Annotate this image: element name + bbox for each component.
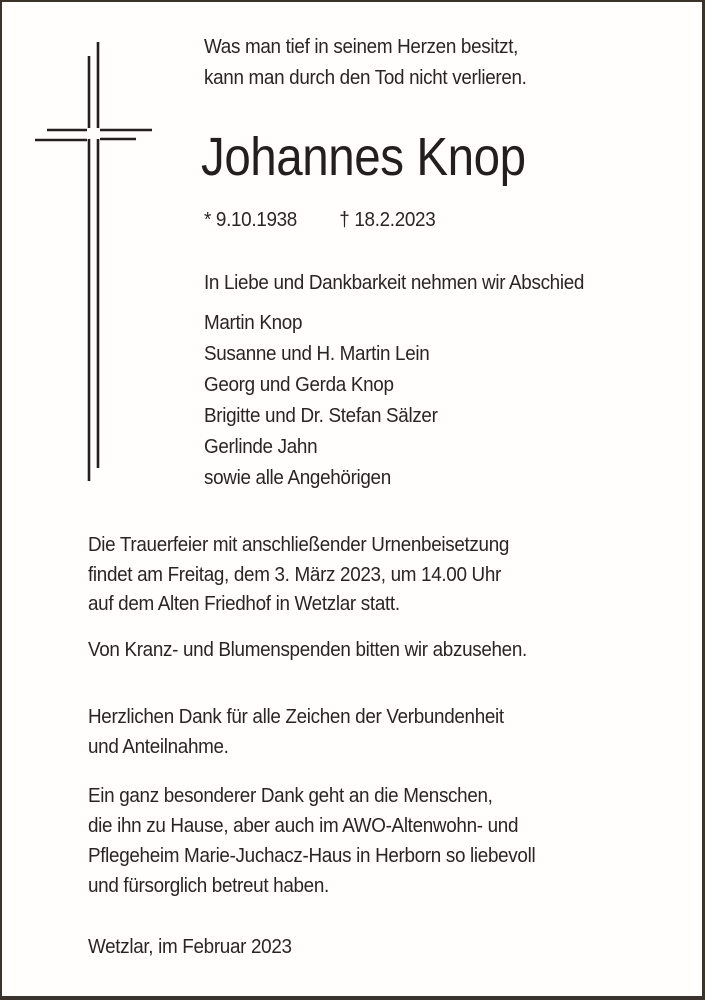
birth-date: * 9.10.1938 <box>204 208 297 231</box>
mourner: sowie alle Angehörigen <box>204 466 391 489</box>
cross-icon <box>32 40 157 485</box>
ceremony-line: Die Trauerfeier mit anschließender Urnenbeisetzung <box>88 533 510 556</box>
death-date: † 18.2.2023 <box>339 208 436 231</box>
ceremony-line: auf dem Alten Friedhof in Wetzlar statt. <box>88 592 400 615</box>
mourner: Brigitte und Dr. Stefan Sälzer <box>204 404 438 427</box>
life-dates <box>204 205 435 234</box>
mourner: Martin Knop <box>204 311 303 334</box>
deceased-name: Johannes Knop <box>201 127 526 187</box>
thanks-line: und Anteilnahme. <box>88 735 229 758</box>
mourner: Gerlinde Jahn <box>204 435 318 458</box>
special-thanks-line: die ihn zu Hause, aber auch im AWO-Altenwohn- und <box>88 814 519 837</box>
motto <box>204 32 527 94</box>
mourners-list <box>204 308 438 494</box>
mourner: Susanne und H. Martin Lein <box>204 342 430 365</box>
motto-line: Was man tief in seinem Herzen besitzt, <box>204 35 519 58</box>
special-thanks-line: Ein ganz besonderer Dank geht an die Menschen, <box>88 784 493 807</box>
thanks-line: Herzlichen Dank für alle Zeichen der Verbundenheit <box>88 705 504 728</box>
mourner: Georg und Gerda Knop <box>204 373 394 396</box>
ceremony-info <box>88 530 509 619</box>
special-thanks <box>88 781 535 901</box>
place-and-date: Wetzlar, im Februar 2023 <box>88 935 292 958</box>
ceremony-line: findet am Freitag, dem 3. März 2023, um 14.00 Uhr <box>88 562 501 586</box>
thanks-note <box>88 702 504 762</box>
special-thanks-line: und fürsorglich betreut haben. <box>88 874 329 897</box>
donations-note: Von Kranz- und Blumenspenden bitten wir abzusehen. <box>88 638 527 661</box>
special-thanks-line: Pflegeheim Marie-Juchacz-Haus in Herborn so liebevoll <box>88 844 536 867</box>
farewell-intro: In Liebe und Dankbarkeit nehmen wir Abschied <box>204 271 585 294</box>
motto-line: kann man durch den Tod nicht verlieren. <box>204 66 527 89</box>
